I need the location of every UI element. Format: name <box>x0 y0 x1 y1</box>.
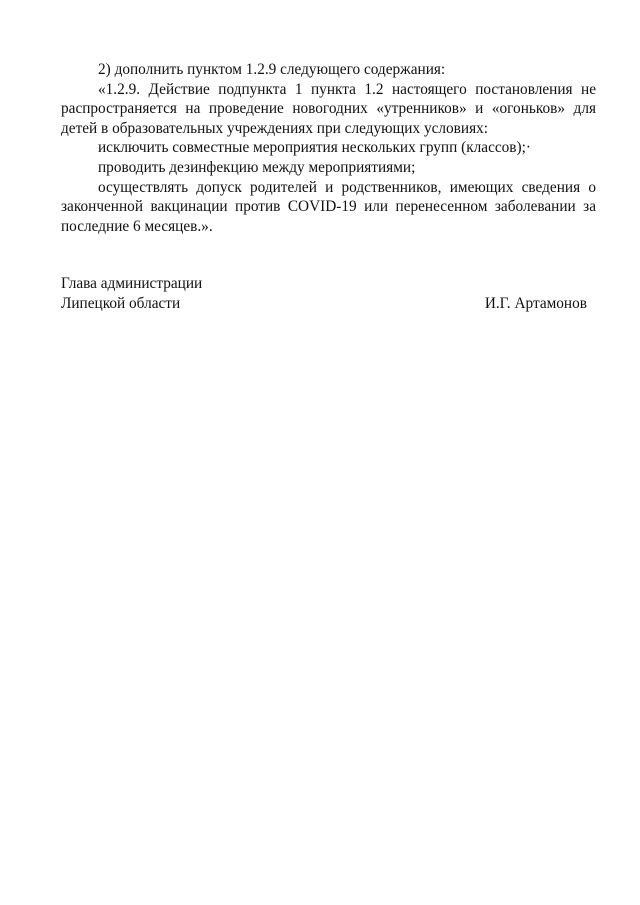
condition-admission-paragraph: осуществлять допуск родителей и родственников, имеющих сведения о законченной вакцинации против COVID-19 или перенесенном заболевании за последние 6 месяцев.». <box>61 178 596 235</box>
condition-disinfection-paragraph: проводить дезинфекцию между мероприятиями; <box>98 158 416 176</box>
signature-block <box>61 274 587 313</box>
signatory-name: И.Г. Артамонов <box>484 294 587 312</box>
document-body <box>61 60 596 236</box>
condition-groups-paragraph: исключить совместные мероприятия нескольких групп (классов);· <box>98 139 531 157</box>
signatory-position-line1: Глава администрации <box>61 275 203 292</box>
signatory-position-line2: Липецкой области <box>61 294 181 312</box>
amendment-intro-paragraph: 2) дополнить пунктом 1.2.9 следующего содержания: <box>98 61 446 78</box>
signature-row <box>61 294 587 314</box>
clause-1-2-9-paragraph: «1.2.9. Действие подпункта 1 пункта 1.2 настоящего постановления не распространяется на проведение новогодних «утренников» и «огоньков» для детей в образовательных учреждениях при следующих условиях: <box>61 80 596 137</box>
